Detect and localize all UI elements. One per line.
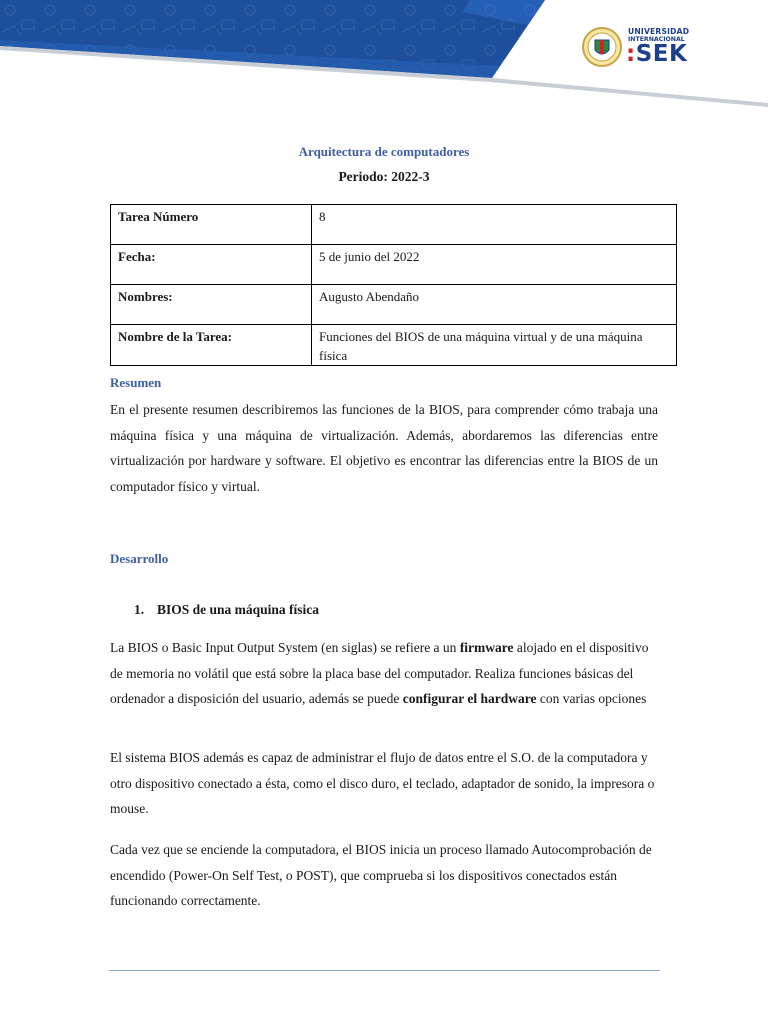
table-row [111, 285, 677, 325]
table-row [111, 205, 677, 245]
logo-sek-wordmark: :SEK [626, 41, 688, 67]
university-crest-icon [582, 26, 622, 68]
table-row [111, 245, 677, 285]
info-table [110, 204, 677, 366]
paragraph-bios-post: Cada vez que se enciende la computadora, el BIOS inicia un proceso llamado Autocomprobación de encendido (Power-On Self Test, o POST), que comprueba si los dispositivos conectados están funcionando correctamente. [110, 842, 652, 908]
table-row [111, 325, 677, 366]
university-logo [582, 26, 706, 68]
item-number: 1. [134, 602, 145, 617]
item-heading [134, 602, 319, 618]
bold-term-configurar: configurar el hardware [402, 691, 537, 706]
period: Periodo: 2022-3 [338, 169, 430, 184]
course-title: Arquitectura de computadores [298, 144, 470, 159]
row-value: Funciones del BIOS de una máquina virtual y de una máquina física [312, 325, 677, 366]
desarrollo-heading: Desarrollo [110, 551, 169, 566]
paragraph-bios-dataflow: El sistema BIOS además es capaz de administrar el flujo de datos entre el S.O. de la computadora y otro dispositivo conectado a ésta, como el disco duro, el teclado, adaptador de sonido, la impresora o mouse. [110, 750, 655, 816]
paragraph-bios-definition: La BIOS o Basic Input Output System (en siglas) se refiere a un firmware alojado en el dispositivo de memoria no volátil que está sobre la placa base del computador. Realiza funciones básicas del ordenador a disposición del usuario, además se puede configurar el hardware con varias opciones [110, 640, 649, 706]
item-title: BIOS de una máquina física [157, 602, 320, 617]
row-value: 8 [312, 205, 677, 245]
resumen-heading: Resumen [110, 375, 162, 390]
resumen-paragraph: En el presente resumen describiremos las funciones de la BIOS, para comprender cómo trabaja una máquina física y una máquina de virtualización. Además, abordaremos las diferencias entre virtualización por hardware y software. El objetivo es encontrar las diferencias entre la BIOS de un computador físico y virtual. [110, 402, 658, 494]
row-value: 5 de junio del 2022 [312, 245, 677, 285]
row-value: Augusto Abendaño [312, 285, 677, 325]
logo-text: UNIVERSIDAD INTERNACIONAL [628, 27, 690, 43]
row-label: Nombre de la Tarea: [111, 325, 312, 366]
row-label: Nombres: [111, 285, 312, 325]
row-label: Tarea Número [111, 205, 312, 245]
row-label: Fecha: [111, 245, 312, 285]
footer-divider [109, 970, 660, 971]
bold-term-firmware: firmware [459, 640, 514, 655]
